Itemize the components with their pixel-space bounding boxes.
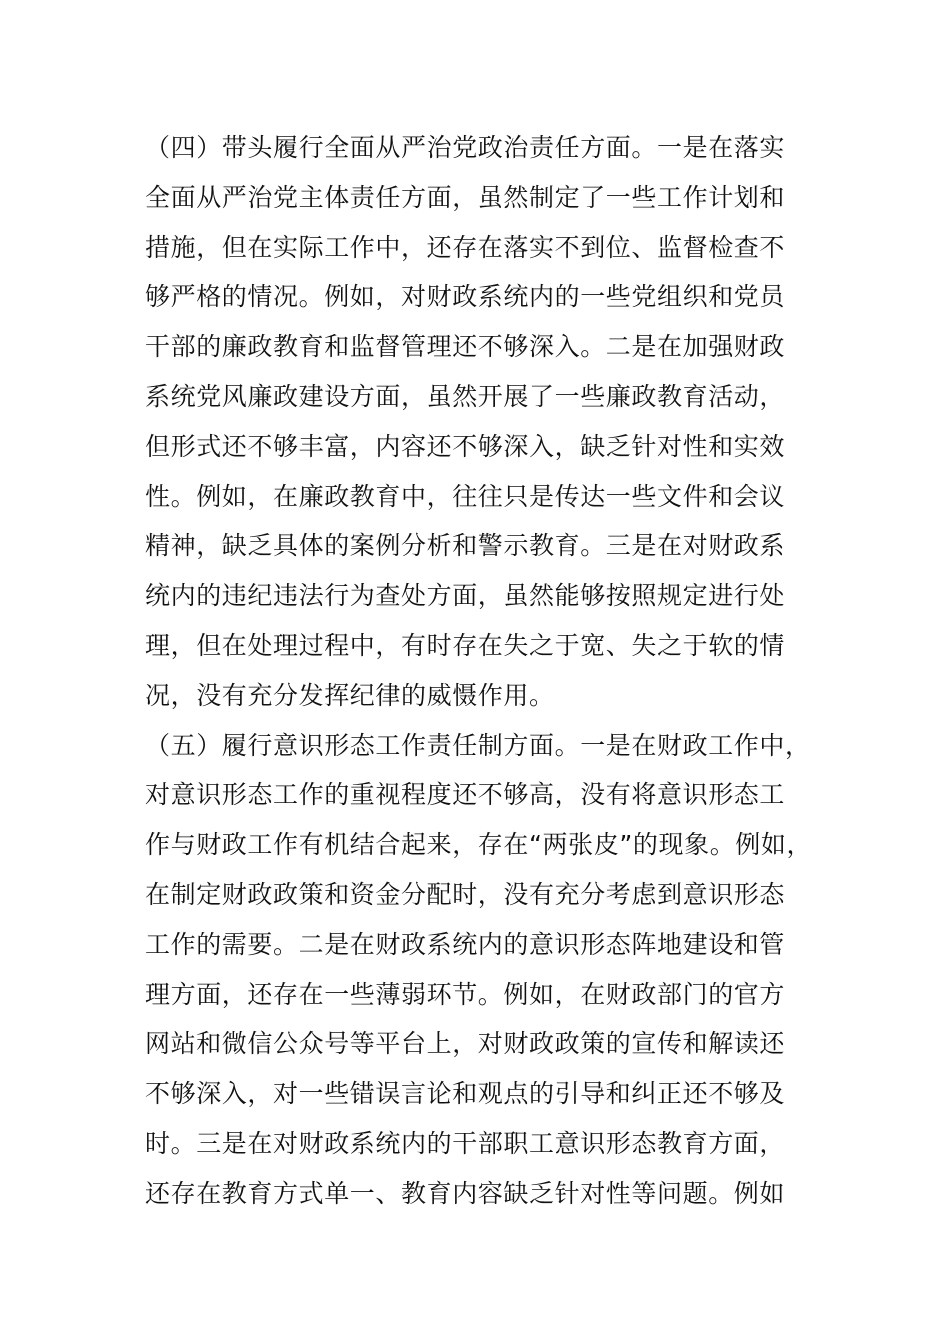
text-line: 够严格的情况。例如，对财政系统内的一些党组织和党员 (145, 282, 786, 312)
text-line: （四）带头履行全面从严治党政治责任方面。一是在落实 (145, 133, 786, 162)
text-line: 作与财政工作有机结合起来，存在“两张皮”的现象。例如， (145, 830, 813, 860)
text-line: 网站和微信公众号等平台上，对财政政策的宣传和解读还 (145, 1029, 786, 1059)
text-line: 理方面，还存在一些薄弱环节。例如，在财政部门的官方 (145, 979, 786, 1009)
body-text (145, 123, 845, 1219)
text-line: 系统党风廉政建设方面，虽然开展了一些廉政教育活动， (145, 381, 786, 411)
text-line: 但形式还不够丰富，内容还不够深入，缺乏针对性和实效 (145, 431, 786, 461)
text-line: 在制定财政政策和资金分配时，没有充分考虑到意识形态 (145, 879, 786, 909)
text-line: 况，没有充分发挥纪律的威慑作用。 (145, 680, 555, 710)
text-line: 精神，缺乏具体的案例分析和警示教育。三是在对财政系 (145, 531, 786, 561)
text-line: 措施，但在实际工作中，还存在落实不到位、监督检查不 (145, 232, 786, 262)
text-line: 理，但在处理过程中，有时存在失之于宽、失之于软的情 (145, 630, 786, 660)
text-line: （五）履行意识形态工作责任制方面。一是在财政工作中， (145, 730, 811, 760)
text-line: 全面从严治党主体责任方面，虽然制定了一些工作计划和 (145, 182, 786, 212)
text-line: 不够深入，对一些错误言论和观点的引导和纠正还不够及 (145, 1079, 786, 1109)
text-line: 工作的需要。二是在财政系统内的意识形态阵地建设和管 (145, 929, 786, 959)
text-line: 统内的违纪违法行为查处方面，虽然能够按照规定进行处 (145, 581, 786, 611)
text-line: 时。三是在对财政系统内的干部职工意识形态教育方面， (145, 1128, 786, 1158)
text-line: 对意识形态工作的重视程度还不够高，没有将意识形态工 (145, 780, 786, 810)
text-line: 还存在教育方式单一、教育内容缺乏针对性等问题。例如 (145, 1178, 786, 1208)
text-line: 性。例如，在廉政教育中，往往只是传达一些文件和会议 (145, 481, 786, 511)
text-line: 干部的廉政教育和监督管理还不够深入。二是在加强财政 (145, 332, 786, 362)
